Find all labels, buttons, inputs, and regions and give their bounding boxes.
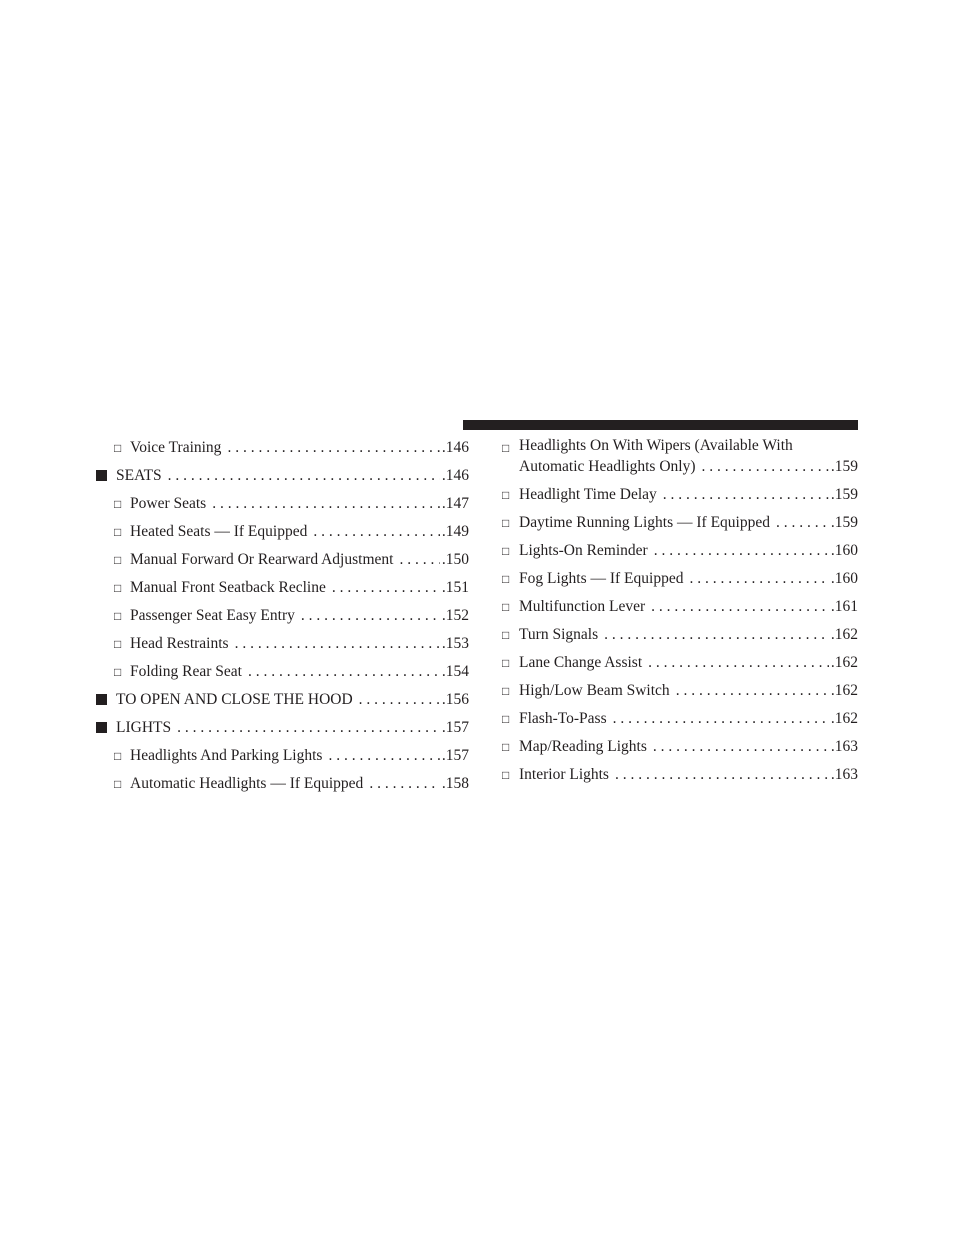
toc-right-column <box>502 436 858 791</box>
toc-entry[interactable] <box>95 716 469 744</box>
dot-leader <box>248 660 440 684</box>
hollow-square-icon: □ <box>114 609 122 623</box>
dot-leader <box>702 455 829 479</box>
hollow-square-icon: □ <box>502 740 510 754</box>
toc-entry-title: Folding Rear Seat <box>130 663 242 680</box>
toc-entry-title: Passenger Seat Easy Entry <box>130 607 295 624</box>
toc-entry[interactable] <box>95 492 469 520</box>
toc-entry-page: .162 <box>830 626 858 643</box>
filled-square-icon <box>96 694 107 705</box>
hollow-square-icon: □ <box>502 768 510 782</box>
toc-entry-page: .151 <box>441 579 469 596</box>
toc-entry-page: .163 <box>830 766 858 783</box>
section-header-rule <box>463 420 858 430</box>
toc-entry-page: .146 <box>441 439 469 456</box>
toc-entry-title: Manual Front Seatback Recline <box>130 579 326 596</box>
toc-entry[interactable] <box>95 464 469 492</box>
hollow-square-icon: □ <box>114 665 122 679</box>
toc-entry[interactable] <box>502 539 858 567</box>
toc-entry-title: Manual Forward Or Rearward Adjustment <box>130 551 394 568</box>
toc-entry-page: .160 <box>830 542 858 559</box>
toc-entry[interactable] <box>502 763 858 791</box>
hollow-square-icon: □ <box>502 544 510 558</box>
toc-entry[interactable] <box>502 483 858 511</box>
toc-entry-title: Fog Lights — If Equipped <box>519 570 684 587</box>
toc-entry[interactable] <box>95 772 469 800</box>
hollow-square-icon: □ <box>502 712 510 726</box>
toc-entry[interactable] <box>502 595 858 623</box>
dot-leader <box>399 548 439 572</box>
toc-entry-title: Headlights And Parking Lights <box>130 747 323 764</box>
hollow-square-icon: □ <box>114 497 122 511</box>
hollow-square-icon: □ <box>114 637 122 651</box>
dot-leader <box>168 464 440 488</box>
toc-entry-page: .160 <box>830 570 858 587</box>
toc-entry[interactable] <box>502 623 858 651</box>
hollow-square-icon: □ <box>502 572 510 586</box>
hollow-square-icon: □ <box>114 749 122 763</box>
toc-entry-page: .161 <box>830 598 858 615</box>
hollow-square-icon: □ <box>502 628 510 642</box>
toc-entry-page: .159 <box>830 514 858 531</box>
toc-entry-title: Voice Training <box>130 439 222 456</box>
toc-entry-page: .152 <box>441 607 469 624</box>
dot-leader <box>301 604 440 628</box>
toc-entry-title: SEATS <box>116 467 162 484</box>
toc-entry-title: High/Low Beam Switch <box>519 682 670 699</box>
toc-entry[interactable] <box>95 744 469 772</box>
dot-leader <box>313 520 440 544</box>
toc-entry-page: .162 <box>830 682 858 699</box>
filled-square-icon <box>96 722 107 733</box>
dot-leader <box>369 772 440 796</box>
toc-entry-page: .146 <box>441 467 469 484</box>
toc-entry[interactable] <box>502 567 858 595</box>
hollow-square-icon: □ <box>114 441 122 455</box>
toc-entry-page: .153 <box>441 635 469 652</box>
hollow-square-icon: □ <box>502 441 510 455</box>
toc-entry[interactable] <box>502 511 858 539</box>
dot-leader <box>177 716 440 740</box>
toc-entry-title: Automatic Headlights — If Equipped <box>130 775 364 792</box>
dot-leader <box>359 688 440 712</box>
toc-entry[interactable] <box>502 679 858 707</box>
toc-entry-title: Lights-On Reminder <box>519 542 648 559</box>
toc-entry-page: .159 <box>830 458 858 475</box>
hollow-square-icon: □ <box>502 684 510 698</box>
dot-leader <box>227 436 439 460</box>
hollow-square-icon: □ <box>114 553 122 567</box>
toc-entry[interactable] <box>95 548 469 576</box>
dot-leader <box>615 763 829 787</box>
dot-leader <box>689 567 828 591</box>
dot-leader <box>654 539 829 563</box>
dot-leader <box>648 651 829 675</box>
dot-leader <box>332 576 440 600</box>
toc-entry-title: Multifunction Lever <box>519 598 646 615</box>
toc-entry[interactable] <box>95 688 469 716</box>
toc-entry[interactable] <box>95 520 469 548</box>
toc-entry-title: Power Seats <box>130 495 207 512</box>
toc-left-column <box>95 436 469 800</box>
toc-entry-page: .147 <box>441 495 469 512</box>
toc-entry[interactable] <box>502 436 858 483</box>
toc-entry[interactable] <box>502 707 858 735</box>
toc-entry-page: .163 <box>830 738 858 755</box>
toc-entry-title: LIGHTS <box>116 719 172 736</box>
hollow-square-icon: □ <box>502 600 510 614</box>
dot-leader <box>651 595 829 619</box>
toc-entry-title: Flash-To-Pass <box>519 710 607 727</box>
toc-entry[interactable] <box>95 576 469 604</box>
toc-entry[interactable] <box>502 651 858 679</box>
toc-entry-title: Automatic Headlights Only) <box>519 458 696 475</box>
hollow-square-icon: □ <box>502 656 510 670</box>
toc-entry-page: .150 <box>441 551 469 568</box>
dot-leader <box>235 632 440 656</box>
toc-entry-title: Head Restraints <box>130 635 229 652</box>
toc-entry-page: .156 <box>441 691 469 708</box>
dot-leader <box>663 483 829 507</box>
toc-entry-title: Heated Seats — If Equipped <box>130 523 308 540</box>
toc-entry-title: Lane Change Assist <box>519 654 643 671</box>
hollow-square-icon: □ <box>502 488 510 502</box>
toc-entry[interactable] <box>502 735 858 763</box>
dot-leader <box>212 492 440 516</box>
dot-leader <box>776 511 829 535</box>
toc-entry[interactable] <box>95 604 469 632</box>
toc-entry-title-line1: Headlights On With Wipers (Available With <box>519 437 793 454</box>
dot-leader <box>653 735 829 759</box>
dot-leader <box>328 744 439 768</box>
toc-entry[interactable] <box>95 632 469 660</box>
toc-entry-page: .154 <box>441 663 469 680</box>
toc-entry-title: TO OPEN AND CLOSE THE HOOD <box>116 691 353 708</box>
toc-entry-title: Map/Reading Lights <box>519 738 647 755</box>
dot-leader <box>676 679 829 703</box>
dot-leader <box>613 707 829 731</box>
toc-entry[interactable] <box>95 436 469 464</box>
hollow-square-icon: □ <box>114 777 122 791</box>
hollow-square-icon: □ <box>114 525 122 539</box>
toc-entry-page: .159 <box>830 486 858 503</box>
toc-entry-page: .162 <box>830 654 858 671</box>
hollow-square-icon: □ <box>114 581 122 595</box>
toc-entry-page: .162 <box>830 710 858 727</box>
toc-entry-page: .157 <box>441 747 469 764</box>
toc-entry-page: .149 <box>441 523 469 540</box>
toc-entry-title: Daytime Running Lights — If Equipped <box>519 514 770 531</box>
toc-entry-page: .157 <box>441 719 469 736</box>
hollow-square-icon: □ <box>502 516 510 530</box>
toc-entry-page: .158 <box>441 775 469 792</box>
toc-entry-title: Headlight Time Delay <box>519 486 657 503</box>
filled-square-icon <box>96 470 107 481</box>
toc-entry-title: Interior Lights <box>519 766 609 783</box>
dot-leader <box>604 623 829 647</box>
toc-entry-title: Turn Signals <box>519 626 599 643</box>
toc-entry[interactable] <box>95 660 469 688</box>
